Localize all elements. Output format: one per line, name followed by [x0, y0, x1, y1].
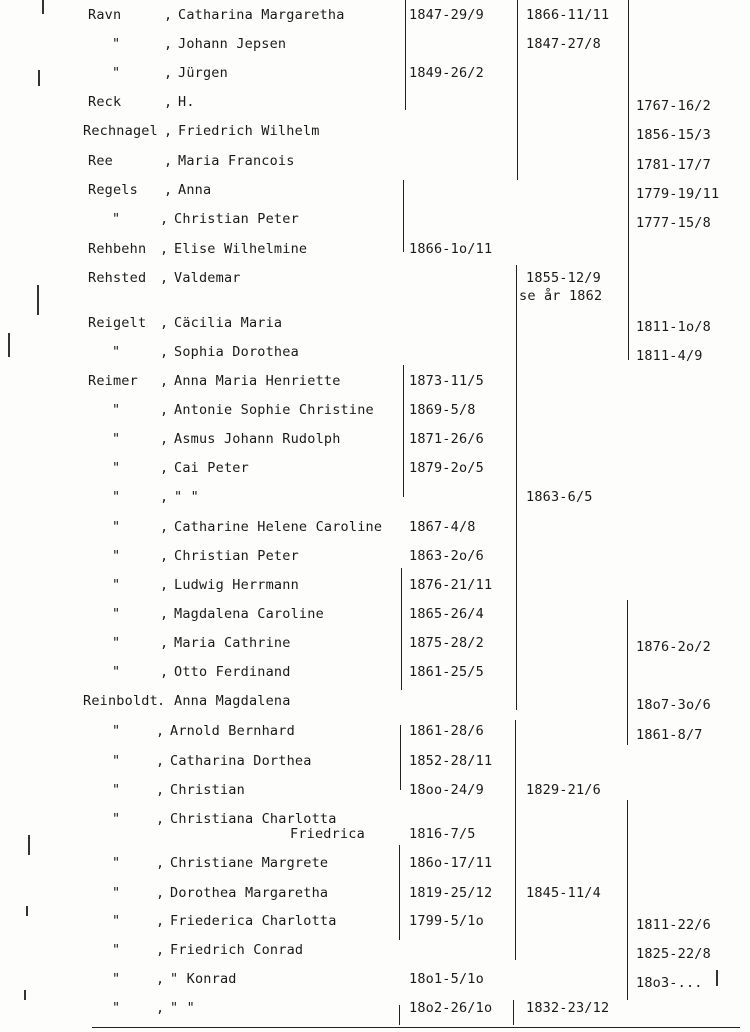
entry-baptism-date: 1855-12/9	[526, 270, 601, 286]
entry-given-names: Elise Wilhelmine	[174, 241, 308, 257]
margin-mark	[24, 990, 26, 1000]
entry-given-names: Maria Francois	[178, 153, 295, 169]
entry-death-date: 1811-4/9	[636, 348, 703, 364]
entry-given-names-continued: Friedrica	[290, 826, 365, 842]
entry-given-names: Anna Maria Henriette	[174, 373, 341, 389]
entry-given-names: Otto Ferdinand	[174, 664, 291, 680]
entry-death-date: 1811-1o/8	[636, 319, 711, 335]
entry-surname: "	[112, 460, 121, 476]
entry-separator: ,	[160, 241, 169, 257]
entry-separator: ,	[156, 885, 165, 901]
entry-surname: Ree	[88, 153, 113, 169]
entry-birth-date: 186o-17/11	[409, 855, 493, 871]
column-rule	[399, 1005, 400, 1025]
entry-separator: ,	[164, 182, 173, 198]
entry-baptism-note: se år 1862	[519, 288, 603, 304]
entry-surname: "	[112, 36, 121, 52]
entry-given-names: Christiana Charlotta	[170, 811, 337, 827]
entry-given-names: " Konrad	[170, 971, 237, 987]
entry-surname: Rehsted	[88, 270, 147, 286]
entry-birth-date: 1876-21/11	[409, 577, 493, 593]
entry-birth-date: 18oo-24/9	[409, 782, 484, 798]
entry-separator: ,	[164, 7, 173, 23]
column-rule	[517, 0, 518, 180]
entry-given-names: Anna	[178, 182, 212, 198]
entry-given-names: Friederica Charlotta	[170, 913, 337, 929]
entry-surname: "	[112, 664, 121, 680]
entry-separator: ,	[160, 344, 169, 360]
entry-given-names: Catharina Margaretha	[178, 7, 345, 23]
entry-given-names: Christian Peter	[174, 211, 299, 227]
entry-birth-date: 18o1-5/1o	[409, 971, 484, 987]
entry-separator: ,	[164, 65, 173, 81]
entry-given-names: Ludwig Herrmann	[174, 577, 299, 593]
entry-death-date: 1861-8/7	[636, 727, 703, 743]
entry-surname: Ravn	[88, 7, 122, 23]
entry-surname: "	[112, 344, 121, 360]
entry-surname: "	[112, 913, 121, 929]
column-rule	[513, 1000, 514, 1025]
entry-given-names: Cäcilia Maria	[174, 315, 283, 331]
entry-surname: "	[112, 635, 121, 651]
entry-separator: ,	[156, 811, 165, 827]
entry-death-date: 1779-19/11	[636, 186, 720, 202]
entry-separator: ,	[160, 460, 169, 476]
entry-separator: ,	[164, 36, 173, 52]
entry-birth-date: 1871-26/6	[409, 431, 484, 447]
entry-separator: ,	[156, 913, 165, 929]
entry-given-names: Asmus Johann Rudolph	[174, 431, 341, 447]
column-rule	[405, 0, 406, 110]
entry-given-names: Arnold Bernhard	[170, 723, 295, 739]
column-rule	[515, 720, 516, 960]
entry-death-date: 1856-15/3	[636, 127, 711, 143]
entry-separator: ,	[156, 855, 165, 871]
entry-surname: "	[112, 548, 121, 564]
entry-separator: ,	[160, 635, 169, 651]
entry-surname: "	[112, 577, 121, 593]
column-rule	[400, 725, 401, 790]
margin-mark	[8, 333, 10, 357]
entry-birth-date: 1879-2o/5	[409, 460, 484, 476]
entry-separator: ,	[160, 402, 169, 418]
entry-baptism-date: 1829-21/6	[526, 782, 601, 798]
entry-birth-date: 1819-25/12	[409, 885, 493, 901]
entry-birth-date: 1867-4/8	[409, 519, 476, 535]
entry-separator: ,	[160, 489, 169, 505]
entry-birth-date: 1873-11/5	[409, 373, 484, 389]
entry-birth-date: 1863-2o/6	[409, 548, 484, 564]
entry-given-names: Friedrich Conrad	[170, 942, 304, 958]
entry-death-date: 1781-17/7	[636, 157, 711, 173]
entry-surname: Rehbehn	[88, 241, 147, 257]
entry-birth-date: 1861-28/6	[409, 723, 484, 739]
entry-separator: ,	[160, 373, 169, 389]
entry-surname: "	[112, 885, 121, 901]
entry-given-names: " "	[174, 489, 199, 505]
entry-separator: ,	[160, 519, 169, 535]
entry-separator: ,	[164, 123, 173, 139]
entry-surname: "	[112, 489, 121, 505]
entry-given-names: Maria Cathrine	[174, 635, 291, 651]
entry-separator: ,	[160, 270, 169, 286]
entry-surname: "	[112, 65, 121, 81]
entry-separator: ,	[160, 431, 169, 447]
entry-baptism-date: 1847-27/8	[526, 36, 601, 52]
entry-separator: ,	[160, 211, 169, 227]
entry-separator: ,	[156, 753, 165, 769]
entry-baptism-date: 1866-11/11	[526, 7, 610, 23]
entry-given-names: " "	[170, 1000, 195, 1016]
margin-mark	[37, 285, 39, 315]
column-rule	[403, 365, 404, 497]
entry-birth-date: 1849-26/2	[409, 65, 484, 81]
entry-surname: "	[112, 971, 121, 987]
entry-death-date: 1825-22/8	[636, 946, 711, 962]
entry-birth-date: 1847-29/9	[409, 7, 484, 23]
margin-mark	[26, 906, 28, 916]
entry-surname: Regels	[88, 182, 138, 198]
column-rule	[399, 845, 400, 940]
entry-given-names: Christiane Margrete	[170, 855, 329, 871]
entry-given-names: Sophia Dorothea	[174, 344, 299, 360]
entry-birth-date: 1852-28/11	[409, 753, 493, 769]
entry-surname: "	[112, 855, 121, 871]
entry-baptism-date: 1863-6/5	[526, 489, 593, 505]
entry-given-names: Christian	[170, 782, 245, 798]
entry-birth-date: 1816-7/5	[409, 826, 476, 842]
entry-death-date: 18o7-3o/6	[636, 697, 711, 713]
entry-given-names: Dorothea Margaretha	[170, 885, 329, 901]
entry-birth-date: 1799-5/1o	[409, 913, 484, 929]
margin-mark	[28, 835, 30, 855]
entry-separator: .	[157, 693, 166, 709]
entry-separator: ,	[160, 315, 169, 331]
entry-surname: "	[112, 753, 121, 769]
entry-death-date: 1777-15/8	[636, 215, 711, 231]
entry-birth-date: 1861-25/5	[409, 664, 484, 680]
entry-surname: Reck	[88, 94, 122, 110]
entry-separator: ,	[160, 606, 169, 622]
entry-surname: "	[112, 782, 121, 798]
column-rule	[628, 0, 629, 360]
entry-given-names: Jürgen	[178, 65, 228, 81]
margin-mark	[38, 70, 40, 86]
entry-death-date: 1876-2o/2	[636, 639, 711, 655]
entry-surname: Rechnagel	[83, 123, 158, 139]
entry-separator: ,	[160, 548, 169, 564]
entry-birth-date: 1866-1o/11	[409, 241, 493, 257]
entry-given-names: Valdemar	[174, 270, 241, 286]
entry-given-names: Magdalena Caroline	[174, 606, 324, 622]
entry-given-names: Friedrich Wilhelm	[178, 123, 320, 139]
entry-given-names: Antonie Sophie Christine	[174, 402, 374, 418]
entry-surname: "	[112, 519, 121, 535]
entry-baptism-date: 1845-11/4	[526, 885, 601, 901]
entry-given-names: Cai Peter	[174, 460, 249, 476]
entry-birth-date: 1865-26/4	[409, 606, 484, 622]
column-rule	[516, 265, 517, 710]
entry-surname: "	[112, 723, 121, 739]
entry-given-names: H.	[178, 94, 195, 110]
bottom-rule	[92, 1027, 740, 1028]
margin-mark	[716, 970, 718, 986]
entry-given-names: Johann Jepsen	[178, 36, 287, 52]
entry-separator: ,	[156, 723, 165, 739]
entry-surname: "	[112, 431, 121, 447]
margin-mark	[42, 0, 44, 14]
entry-separator: ,	[156, 942, 165, 958]
entry-surname: Reimer	[88, 373, 138, 389]
entry-death-date: 18o3-...	[636, 975, 703, 991]
entry-death-date: 1767-16/2	[636, 98, 711, 114]
entry-baptism-date: 1832-23/12	[526, 1000, 610, 1016]
entry-surname: Reinboldt	[83, 693, 158, 709]
entry-surname: "	[112, 942, 121, 958]
entry-surname: "	[112, 606, 121, 622]
entry-separator: ,	[164, 94, 173, 110]
entry-birth-date: 1875-28/2	[409, 635, 484, 651]
entry-birth-date: 18o2-26/1o	[409, 1000, 493, 1016]
entry-given-names: Christian Peter	[174, 548, 299, 564]
entry-separator: ,	[160, 664, 169, 680]
column-rule	[627, 600, 628, 745]
entry-surname: "	[112, 811, 121, 827]
entry-birth-date: 1869-5/8	[409, 402, 476, 418]
entry-death-date: 1811-22/6	[636, 917, 711, 933]
entry-surname: "	[112, 211, 121, 227]
entry-separator: ,	[156, 1000, 165, 1016]
entry-given-names: Catharine Helene Caroline	[174, 519, 383, 535]
entry-separator: ,	[156, 782, 165, 798]
entry-separator: ,	[164, 153, 173, 169]
entry-surname: "	[112, 1000, 121, 1016]
entry-separator: ,	[160, 577, 169, 593]
column-rule	[403, 180, 404, 252]
entry-separator: ,	[156, 971, 165, 987]
entry-given-names: Catharina Dorthea	[170, 753, 312, 769]
entry-surname: "	[112, 402, 121, 418]
entry-given-names: Anna Magdalena	[174, 693, 291, 709]
column-rule	[627, 800, 628, 1000]
column-rule	[401, 568, 402, 690]
entry-surname: Reigelt	[88, 315, 147, 331]
